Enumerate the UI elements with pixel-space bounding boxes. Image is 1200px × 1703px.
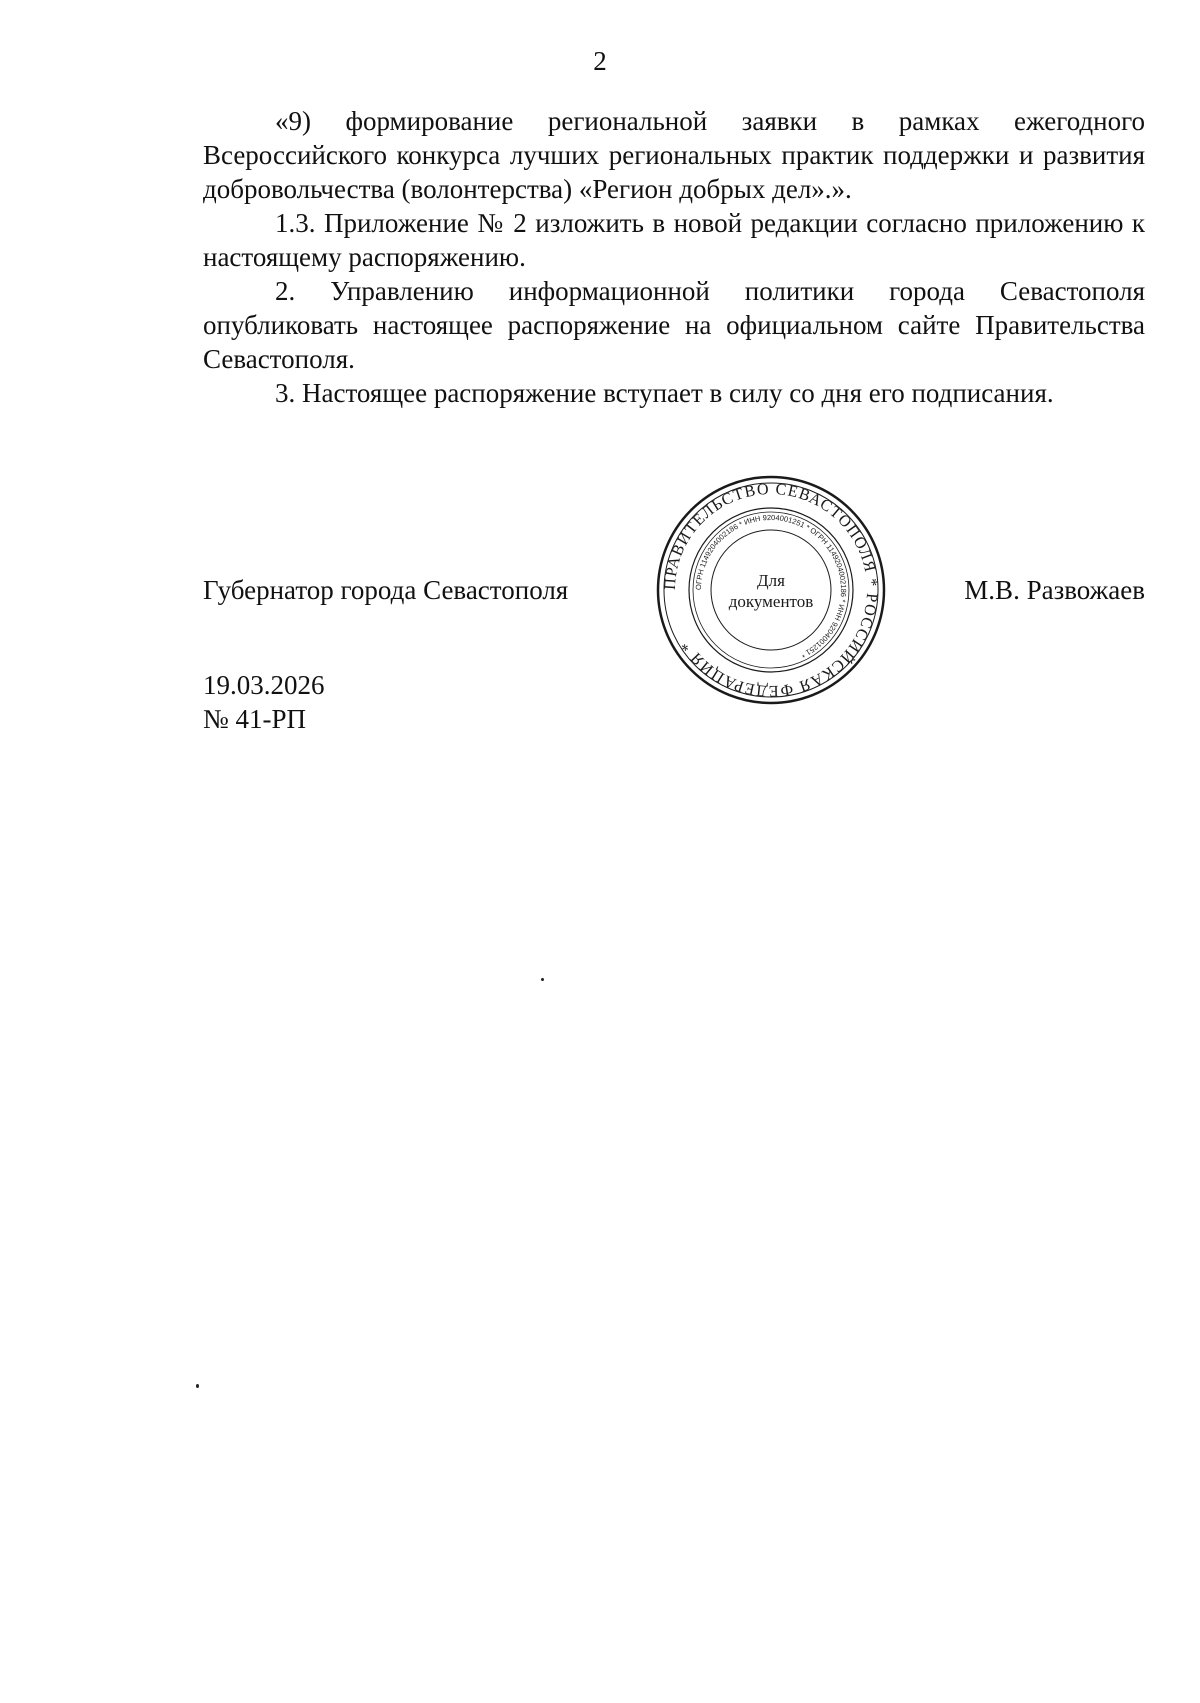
- document-meta: [203, 668, 325, 736]
- page-number: 2: [593, 46, 607, 76]
- seal-ring-4: [693, 512, 849, 668]
- paragraph-1-3: 1.3. Приложение № 2 изложить в новой редакции согласно приложению к настоящему распоряжению.: [203, 208, 1145, 272]
- document-body: [203, 104, 1145, 410]
- document-number: № 41-РП: [203, 704, 307, 734]
- document-date: 19.03.2026: [203, 670, 325, 700]
- signer-position: Губернатор города Севастополя: [203, 575, 569, 605]
- seal-ring-3: [689, 508, 853, 672]
- official-seal: [655, 474, 887, 706]
- scan-speck: [541, 978, 544, 981]
- signer-name: М.В. Развожаев: [964, 575, 1145, 605]
- paragraph-2: 2. Управлению информационной политики города Севастополя опубликовать настоящее распоряжение на официальном сайте Правительства Севастополя.: [203, 276, 1145, 374]
- seal-ring-5: [711, 530, 831, 650]
- paragraph-item-9: «9) формирование региональной заявки в рамках ежегодного Всероссийского конкурса лучших региональных практик поддержки и развития добровольчества (волонтерства) «Регион добрых дел».».: [203, 106, 1145, 204]
- seal-inner-textpath: ОГРН 1149204002186 * ИНН 9204001251 * ОГРН 1149204002186 * ИНН 9204001251 *: [693, 512, 849, 660]
- seal-outer-textpath: ПРАВИТЕЛЬСТВО СЕВАСТОПОЛЯ * РОССИЙСКАЯ ФЕДЕРАЦИЯ *: [661, 480, 881, 700]
- scan-speck: [196, 1384, 199, 1388]
- seal-center-line-2: документов: [728, 592, 814, 611]
- seal-center-line-1: Для: [757, 571, 785, 590]
- paragraph-3: 3. Настоящее распоряжение вступает в силу со дня его подписания.: [275, 378, 1054, 408]
- seal-outer-ring: [658, 477, 884, 703]
